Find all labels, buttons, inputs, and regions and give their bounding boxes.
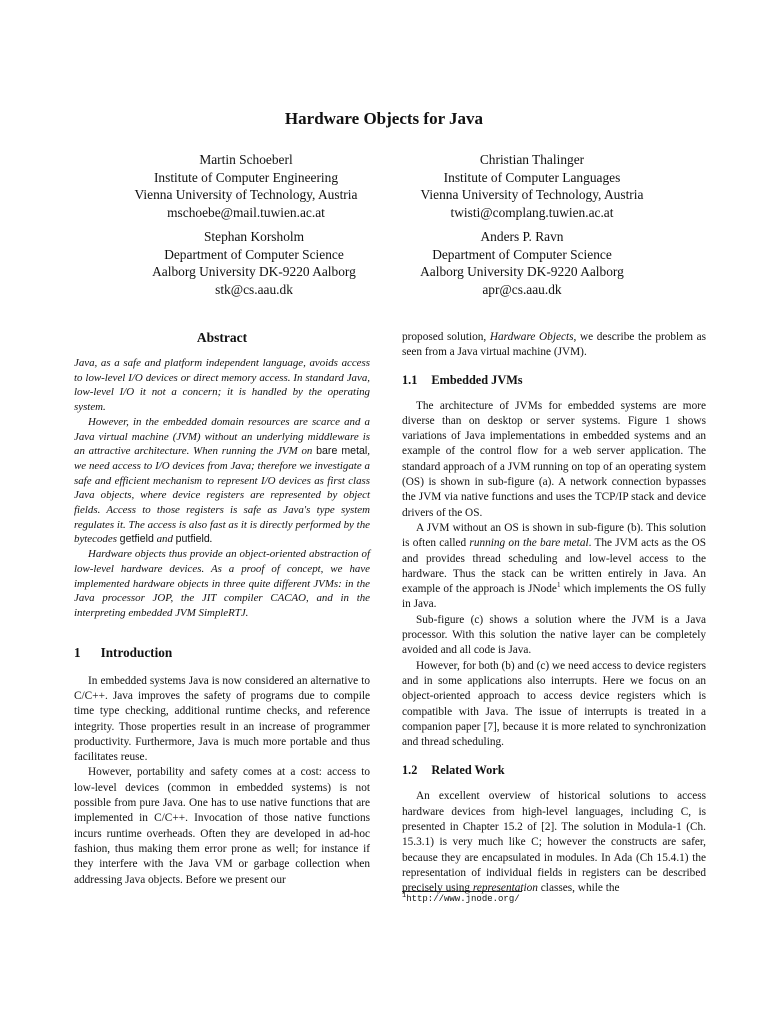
- subsection-number: 1.2: [402, 763, 418, 778]
- abstract-text: , we need access to I/O devices from Java; therefore we investigate a safe and efficient mechanism to represent I/O devices as first class Java objects, where device registers are represented by object fields. Access to those registers is safe as Java's type system regulates it. The access is also fast as it is directly performed by the bytecodes: [74, 445, 370, 546]
- author-institution: Vienna University of Technology, Austria: [134, 187, 358, 203]
- embedded-jvms-paragraph-1: The architecture of JVMs for embedded systems are more diverse than on desktop or server systems. Figure 1 shows variations of Java implementations in embedded systems and an example of the control flow for a web server application. The standard approach of a JVM running on top of an operating system (OS) is shown in sub-figure (a). A network connection bypasses the JVM via native functions and uses the TCP/IP stack and device drivers of the OS.: [402, 399, 706, 519]
- body-text: . The JVM acts as the OS and provides thread scheduling and low-level access to the hardware. Thus the stack can be written entirely in Java. An example of the approach is JNode: [402, 537, 707, 596]
- embedded-jvms-paragraph-3: Sub-figure (c) shows a solution where the JVM is a Java processor. With this solution the native layer can be completely avoided and all code is Java.: [402, 613, 706, 657]
- getfield-term: getfield: [119, 533, 154, 546]
- author-institution: Aalborg University DK-9220 Aalborg: [420, 264, 624, 280]
- author-block-2: [382, 151, 682, 221]
- abstract-paragraph-1: Java, as a safe and platform independent language, avoids access to low-level I/O devices or direct memory access. In standard Java, low-level I/O it not a concern; it is handled by the operating system.: [74, 357, 370, 414]
- author-email: twisti@complang.tuwien.ac.at: [450, 204, 614, 220]
- author-institution: Vienna University of Technology, Austria: [420, 187, 644, 203]
- introduction-body: [74, 674, 370, 888]
- body-text: , we describe the problem as seen from a Java virtual machine (JVM).: [402, 331, 706, 359]
- body-text: classes, while the: [537, 882, 620, 895]
- author-name: Christian Thalinger: [479, 152, 585, 167]
- abstract-text: and: [153, 533, 176, 546]
- author-name: Martin Schoeberl: [199, 152, 293, 167]
- author-affiliation: Institute of Computer Languages: [443, 169, 621, 185]
- footnote: [402, 894, 520, 904]
- author-email: mschoebe@mail.tuwien.ac.at: [167, 204, 325, 220]
- bare-metal-emphasis: running on the bare metal: [469, 537, 589, 550]
- author-name: Anders P. Ravn: [480, 229, 564, 244]
- subsection-title: Related Work: [431, 763, 505, 778]
- embedded-jvms-paragraph-2: [402, 521, 706, 613]
- abstract-body: [74, 356, 370, 621]
- subsection-heading-related-work: [402, 763, 706, 778]
- subsection-heading-embedded-jvms: [402, 373, 706, 388]
- introduction-paragraph-1: In embedded systems Java is now considered an alternative to C/C++. Java improves the safety of programs due to compile time type checking, additional runtime checks, and reference integrity. Those properties result in an increase of programmer productivity. Furthermore, Java is much more portable and thus facilitates reuse.: [74, 674, 370, 764]
- section-title: Introduction: [100, 644, 173, 660]
- abstract-text: .: [209, 533, 213, 546]
- section-heading-introduction: [74, 645, 370, 661]
- abstract-text: However, in the embedded domain resources are scarce and a Java virtual machine (JVM) without an underlying middleware is an attractive architecture. When running the JVM on: [74, 415, 370, 458]
- intro-continuation: [402, 330, 706, 361]
- bare-metal-term: bare metal: [316, 445, 368, 458]
- footnote-rule: [402, 891, 522, 892]
- related-work-paragraph-1: [402, 789, 706, 896]
- left-column: [74, 330, 370, 888]
- abstract-heading: Abstract: [196, 330, 248, 345]
- body-text: An excellent overview of historical solutions to access hardware devices from high-level languages, including C, is presented in Chapter 15.2 of [2]. The solution in Modula-1 (Ch. 15.3.1) is very much like C; however the constructs are safer, because they are encapsulated in modules. In Ada (Ch 15.4.1) the representation of individual fields in registers can be described precisely using: [402, 790, 706, 895]
- abstract-paragraph-3: Hardware objects thus provide an object-oriented abstraction of low-level hardware devices. As a proof of concept, we have implemented hardware objects in three quite different JVMs: in the Java processor JOP, the JIT compiler CACAO, and in the interpreting embedded JVM SimpleRTJ.: [74, 548, 370, 619]
- author-institution: Aalborg University DK-9220 Aalborg: [152, 264, 356, 280]
- author-block-4: [372, 228, 672, 298]
- author-name: Stephan Korsholm: [203, 229, 305, 244]
- author-affiliation: Department of Computer Science: [432, 246, 612, 262]
- author-email: stk@cs.aau.dk: [215, 281, 293, 297]
- paper-title: Hardware Objects for Java: [284, 109, 484, 128]
- footnote-number: 1: [402, 892, 407, 900]
- representation-emphasis: representation: [472, 882, 538, 895]
- embedded-jvms-paragraph-4: However, for both (b) and (c) we need access to device registers and in some applications also interrupts. Here we focus on an object-oriented approach to access device registers which is compatible with Java. The issue of interrupts is treated in a companion paper [7], because it is more related to synchronization and thread scheduling.: [402, 659, 707, 749]
- putfield-term: putfield: [175, 533, 210, 546]
- body-text: A JVM without an OS is shown in sub-figure (b). This solution is often called: [402, 521, 706, 550]
- right-column: [402, 330, 706, 897]
- author-affiliation: Department of Computer Science: [164, 246, 344, 262]
- subsection-title: Embedded JVMs: [431, 372, 523, 387]
- abstract-paragraph-2: [74, 415, 370, 547]
- footnote-url[interactable]: http://www.jnode.org/: [406, 894, 520, 904]
- author-block-1: [96, 151, 396, 221]
- section-number: 1: [74, 644, 81, 660]
- author-affiliation: Institute of Computer Engineering: [153, 169, 339, 185]
- author-email: apr@cs.aau.dk: [482, 281, 562, 297]
- related-work-body: [402, 789, 706, 896]
- subsection-number: 1.1: [402, 372, 418, 387]
- hardware-objects-term: Hardware Objects: [489, 331, 574, 343]
- footnote-marker: 1: [556, 581, 561, 590]
- body-text: which implements the OS fully in Java.: [402, 583, 706, 611]
- author-block-3: [104, 228, 404, 298]
- introduction-paragraph-2: However, portability and safety comes at a cost: access to low-level devices (common in embedded systems) is not possible from pure Java. One has to use native functions that are implemented in C/C++. Invocation of those native functions incurs runtime overheads. Often they are developed in ad-hoc fashion, thus making them error prone as well; for instance if they interfere with the Java VM or garbage collection when addressing Java objects. Before we present our: [74, 766, 370, 886]
- body-text: proposed solution,: [402, 331, 490, 343]
- embedded-jvms-body: [402, 399, 706, 751]
